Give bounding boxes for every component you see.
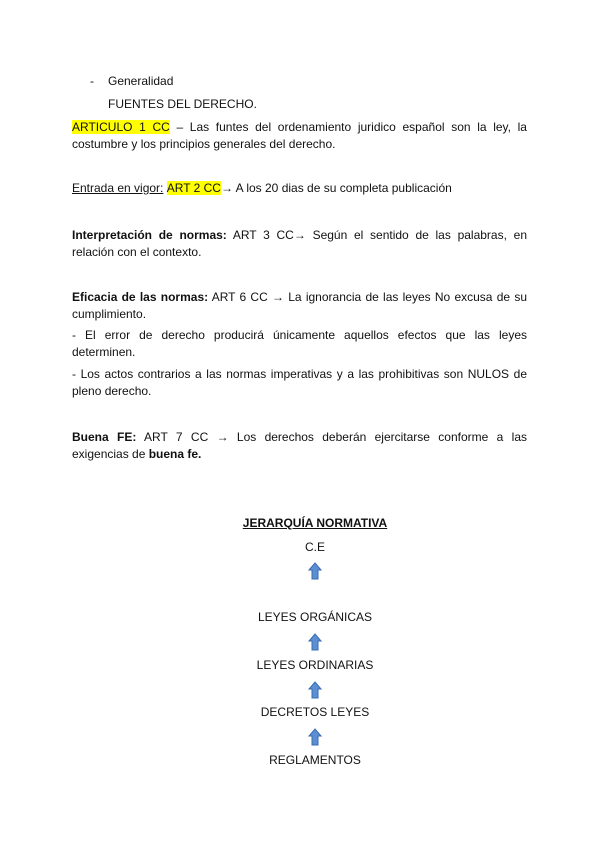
hierarchy-level-decretos-leyes: DECRETOS LEYES [260,705,370,719]
buena-fe-text: ART 7 CC → Los derechos deberán ejercitarse conforme a las exigencias de [72,430,527,461]
entrada-en-vigor-paragraph [72,180,527,197]
entrada-article: ART 2 CC [166,181,221,195]
jerarquia-title-text: JERARQUÍA NORMATIVA [242,516,388,530]
hierarchy-level-ce: C.E [304,540,325,554]
up-arrow-icon [308,681,322,699]
article-1-paragraph [72,119,527,153]
eficacia-paragraph [72,289,527,323]
hierarchy-level-reglamentos: REGLAMENTOS [269,753,361,767]
bullet-text: Generalidad [108,74,174,88]
eficacia-item-2: - Los actos contrarios a las normas imperativas y a las prohibitivas son NULOS de pleno derecho. [72,367,527,398]
article-1-label: ARTICULO 1 CC [72,120,170,134]
hierarchy-level-leyes-organicas: LEYES ORGÁNICAS [257,610,373,624]
hierarchy-level-leyes-ordinarias: LEYES ORDINARIAS [256,658,374,672]
up-arrow-icon [308,562,322,580]
interpretacion-label: Interpretación de normas: [72,228,227,242]
eficacia-text: ART 6 CC → La ignorancia de las leyes No excusa de su cumplimiento. [72,290,527,321]
buena-fe-paragraph [72,429,527,463]
buena-fe-label: Buena FE: [72,430,137,444]
jerarquia-title [0,515,600,531]
eficacia-label: Eficacia de las normas: [72,290,209,304]
interpretacion-text: ART 3 CC→ Según el sentido de las palabras, en relación con el contexto. [72,228,527,259]
up-arrow-icon [308,633,322,651]
up-arrow-icon [308,728,322,746]
entrada-text: → A los 20 dias de su completa publicación [220,181,452,195]
article-1-text: – Las funtes del ordenamiento juridico español son la ley, la costumbre y los principios generales del derecho. [72,120,527,151]
bullet-marker: - [90,74,94,88]
buena-fe-bold-end: buena fe. [148,447,202,461]
interpretacion-paragraph [72,227,527,261]
section-title: FUENTES DEL DERECHO. [108,97,257,111]
eficacia-item-1: - El error de derecho producirá únicamente aquellos efectos que las leyes determinen. [72,328,527,359]
entrada-label: Entrada en vigor: [72,181,164,195]
